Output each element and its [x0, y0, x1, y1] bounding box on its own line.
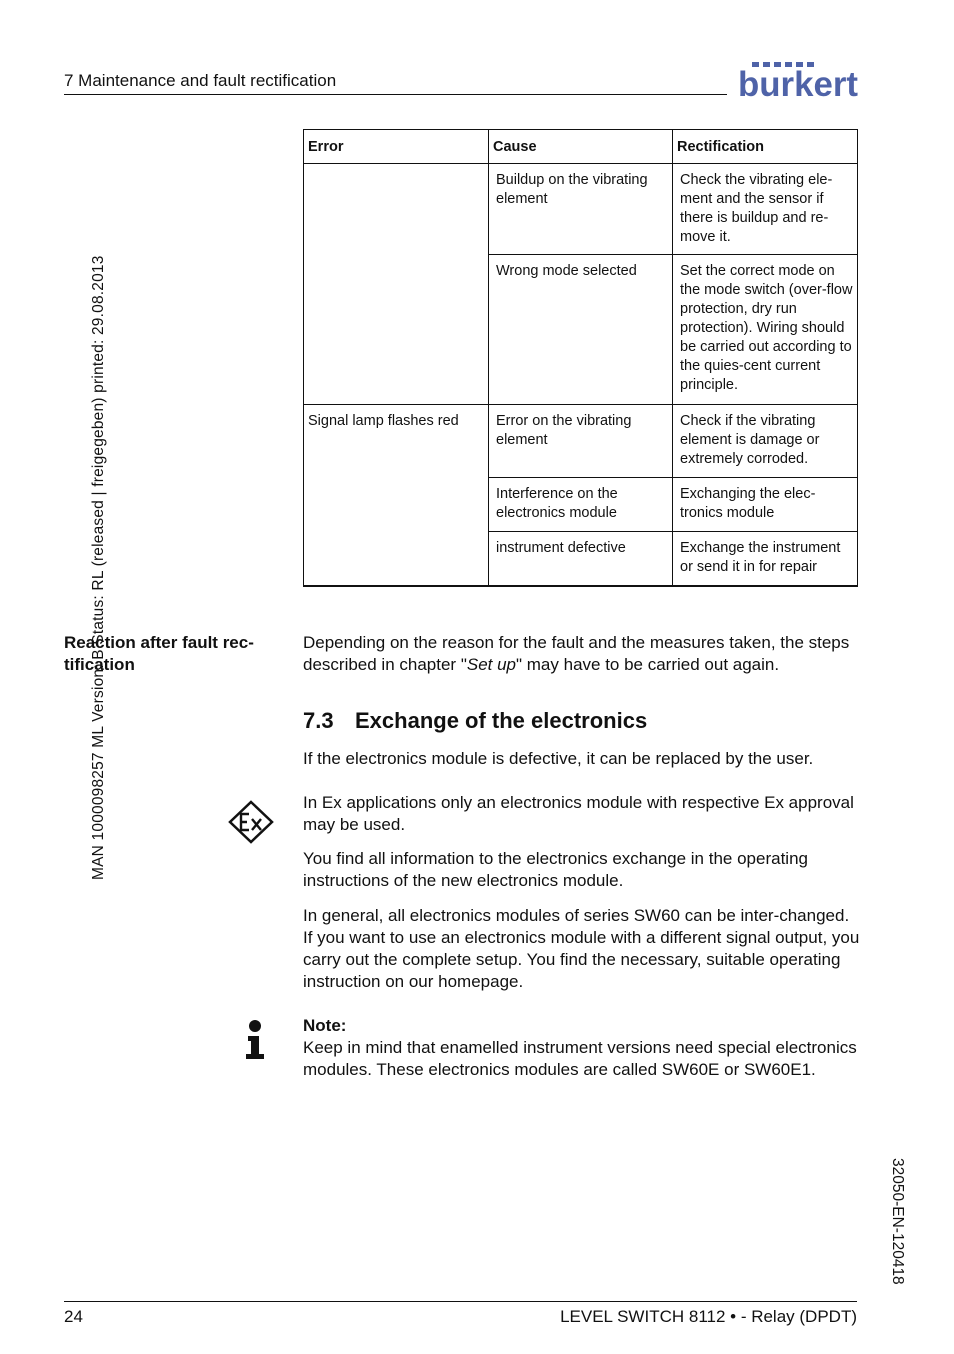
note-label: Note:	[303, 1016, 347, 1035]
column-header-error: Error	[304, 130, 489, 164]
table-cell-rectification: Exchanging the elec-tronics module	[673, 478, 858, 532]
ex-notice: In Ex applications only an electronics module with respective Ex approval may be used.	[303, 793, 854, 834]
note-text: Keep in mind that enamelled instrument versions need special electronics modules. These electronics modules are called SW60E or SW60E1.	[303, 1038, 857, 1079]
table-cell-cause: Error on the vibrating element	[489, 405, 673, 478]
table-row	[304, 405, 858, 478]
reaction-side-heading: Reaction after fault rec-tification	[64, 633, 254, 674]
ex-protection-icon	[228, 800, 274, 844]
table-cell-error: Signal lamp flashes red	[304, 405, 489, 586]
table-cell-error	[304, 164, 489, 405]
table-row	[304, 164, 858, 255]
page-number: 24	[64, 1307, 83, 1326]
table-cell-rectification: Check the vibrating ele-ment and the sensor if there is buildup and re-move it.	[673, 164, 858, 255]
table-cell-rectification: Exchange the instrument or send it in for repair	[673, 532, 858, 586]
table-cell-rectification: Check if the vibrating element is damage or extremely corroded.	[673, 405, 858, 478]
info-icon	[244, 1018, 266, 1060]
reaction-paragraph: Depending on the reason for the fault and the measures taken, the steps described in chapter "Set up" may have to be carried out again.	[303, 633, 850, 674]
chapter-reference: Set up	[466, 655, 517, 674]
note-block	[303, 1015, 863, 1081]
release-status-stamp: MAN 1000098257 ML Version: B Status: RL (released | freigegeben) printed: 29.08.2013	[90, 255, 107, 880]
table-header-row	[304, 130, 858, 164]
product-name: LEVEL SWITCH 8112 • - Relay (DPDT)	[560, 1307, 857, 1326]
table-cell-cause: Buildup on the vibrating element	[489, 164, 673, 255]
table-cell-cause: Interference on the electronics module	[489, 478, 673, 532]
fault-table	[303, 129, 858, 587]
section-intro: If the electronics module is defective, it can be replaced by the user.	[303, 749, 814, 768]
column-header-rectification: Rectification	[673, 130, 858, 164]
footer-divider	[64, 1301, 857, 1302]
document-number: 32050-EN-120418	[889, 1158, 906, 1285]
section-paragraph: You find all information to the electronics exchange in the operating instructions of the new electronics module.	[303, 849, 808, 890]
header-divider	[64, 94, 727, 95]
table-cell-cause: instrument defective	[489, 532, 673, 586]
column-header-cause: Cause	[489, 130, 673, 164]
table-cell-rectification: Set the correct mode on the mode switch (over-flow protection, dry run protection). Wiring should be carried out according to the quies-cent current principle.	[673, 255, 858, 405]
burkert-logo	[738, 60, 858, 98]
svg-text:burkert: burkert	[738, 65, 858, 98]
section-paragraph: In general, all electronics modules of series SW60 can be inter-changed. If you want to use an electronics module with a different signal output, you carry out the complete setup. You find the necessary, suitable operating instruction on our homepage.	[303, 906, 860, 991]
header-chapter-title: 7 Maintenance and fault rectification	[64, 71, 337, 90]
section-heading: 7.3 Exchange of the electronics	[303, 708, 648, 733]
table-cell-cause: Wrong mode selected	[489, 255, 673, 405]
